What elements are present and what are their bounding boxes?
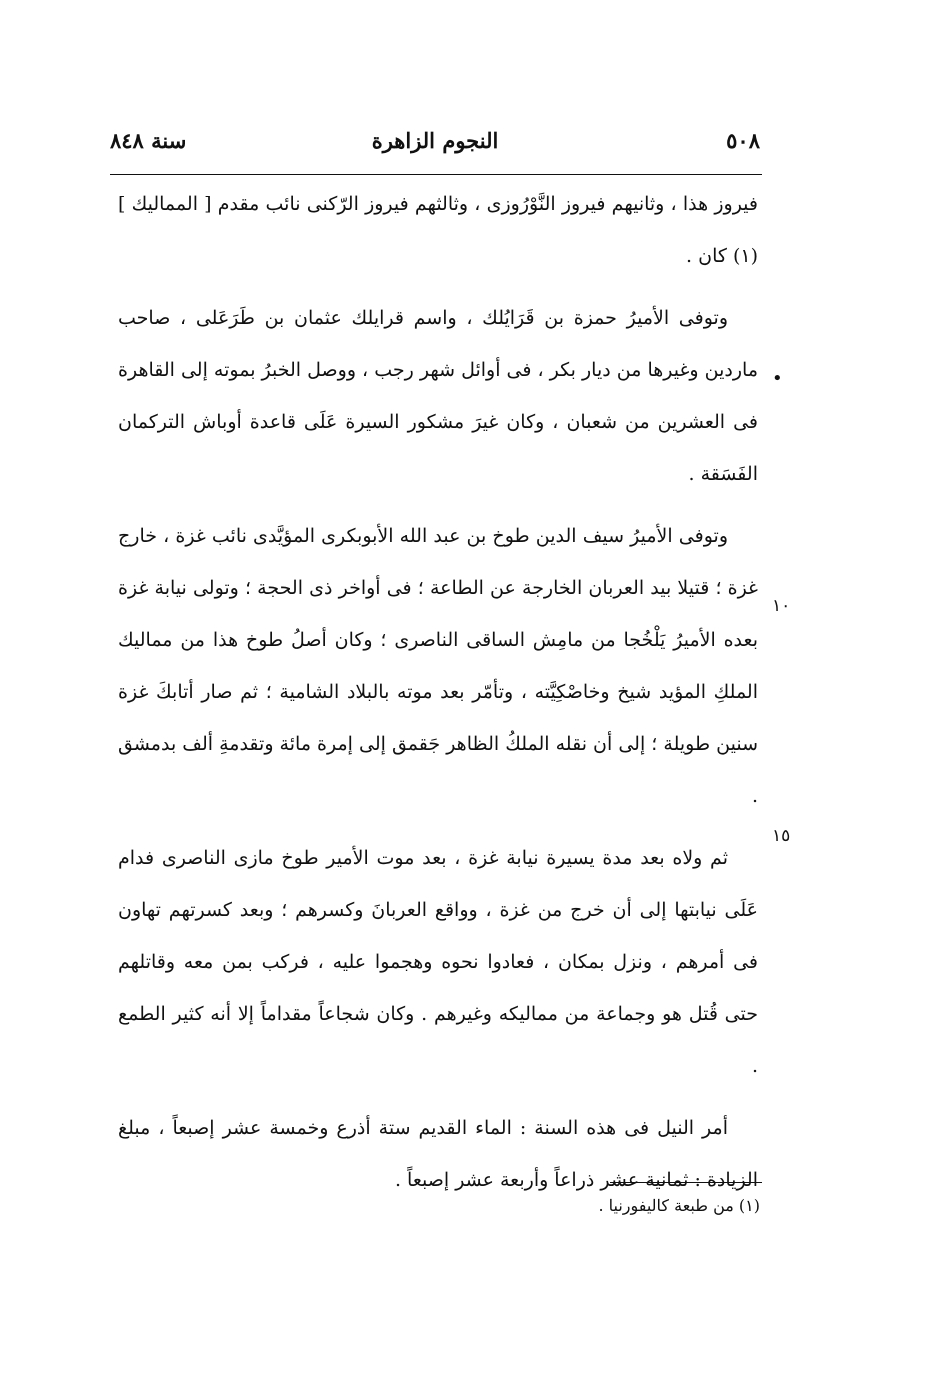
footnote-rule [610, 1182, 762, 1183]
header-rule [110, 174, 762, 175]
footnote: (١) من طبعة كاليفورنيا . [598, 1196, 760, 1215]
running-title: النجوم الزاهرة [371, 128, 499, 153]
page-header [110, 128, 760, 168]
paragraph-2 [118, 292, 758, 500]
paragraph-4-text: ثم ولاه بعد مدة يسيرة نيابة غزة ، بعد موت الأمير طوخ مازى الناصرى فدام عَلَى نيابتها إلى أن خرج من غزة ، وواقع العربانَ وكسرهم ؛ وبعد كسرتهم تهاون فى أمرهم ، ونزل بمكان ، فعادوا نحوه وهجموا عليه ، فركب بمن معه وقاتلهم حتى قُتل هو وجماعة من مماليكه وغيرهم . وكان شجاعاً مقداماً إلا أنه كثير الطمع . [118, 847, 758, 1077]
paragraph-3 [118, 510, 758, 822]
margin-mark: • [772, 368, 783, 389]
paragraph-4 [118, 832, 758, 1092]
paragraph-2-text: وتوفى الأميرُ حمزة بن قَرَايُلك ، واسم قرايلك عثمان بن طَرَعَلى ، صاحب ماردين وغيرها من ديار بكر ، فى أوائل شهر رجب ، ووصل الخبرُ بموته إلى القاهرة فى العشرين من شعبان ، وكان غيرَ مشكور السيرة عَلَى قاعدة أوباش التركمان الفَسَقة . [118, 307, 758, 485]
page-number: ٥٠٨ [726, 128, 760, 153]
paragraph-5 [118, 1102, 758, 1206]
paragraph-1 [118, 178, 758, 282]
paragraph-1-text: فيروز هذا ، وثانيهم فيروز النَّوْرُوزى ، وثالثهم فيروز الرّكنى نائب مقدم [ المماليك ](١) كان . [118, 193, 758, 267]
paragraph-3-text: وتوفى الأميرُ سيف الدين طوخ بن عبد الله الأبوبكرى المؤيَّدى نائب غزة ، خارج غزة ؛ قتيلا بيد العربان الخارجة عن الطاعة ؛ فى أواخر ذى الحجة ؛ وتولى نيابة غزة بعده الأميرُ يَلْخُجا من مامِش الساقى الناصرى ؛ وكان أصلُ طوخ هذا من مماليك الملكِ المؤيد شيخ وخاصْكِيَّته ، وتأمّر بعد موته بالبلاد الشامية ؛ ثم صار أتابكَ غزة سنين طويلة ؛ إلى أن نقله الملكُ الظاهر جَقمق إلى إمرة مائة وتقدمةِ ألف بدمشق . [118, 525, 758, 807]
header-year: سنة ٨٤٨ [110, 128, 187, 153]
paragraph-5-text: أمر النيل فى هذه السنة : الماء القديم ستة أذرع وخمسة عشر إصبعاً ، مبلغ الزيادة : ثمانية عشر ذراعاً وأربعة عشر إصبعاً . [118, 1117, 758, 1191]
line-number-15: ١٥ [772, 826, 791, 846]
page-body [118, 178, 758, 1206]
line-number-10: ١٠ [772, 596, 791, 616]
